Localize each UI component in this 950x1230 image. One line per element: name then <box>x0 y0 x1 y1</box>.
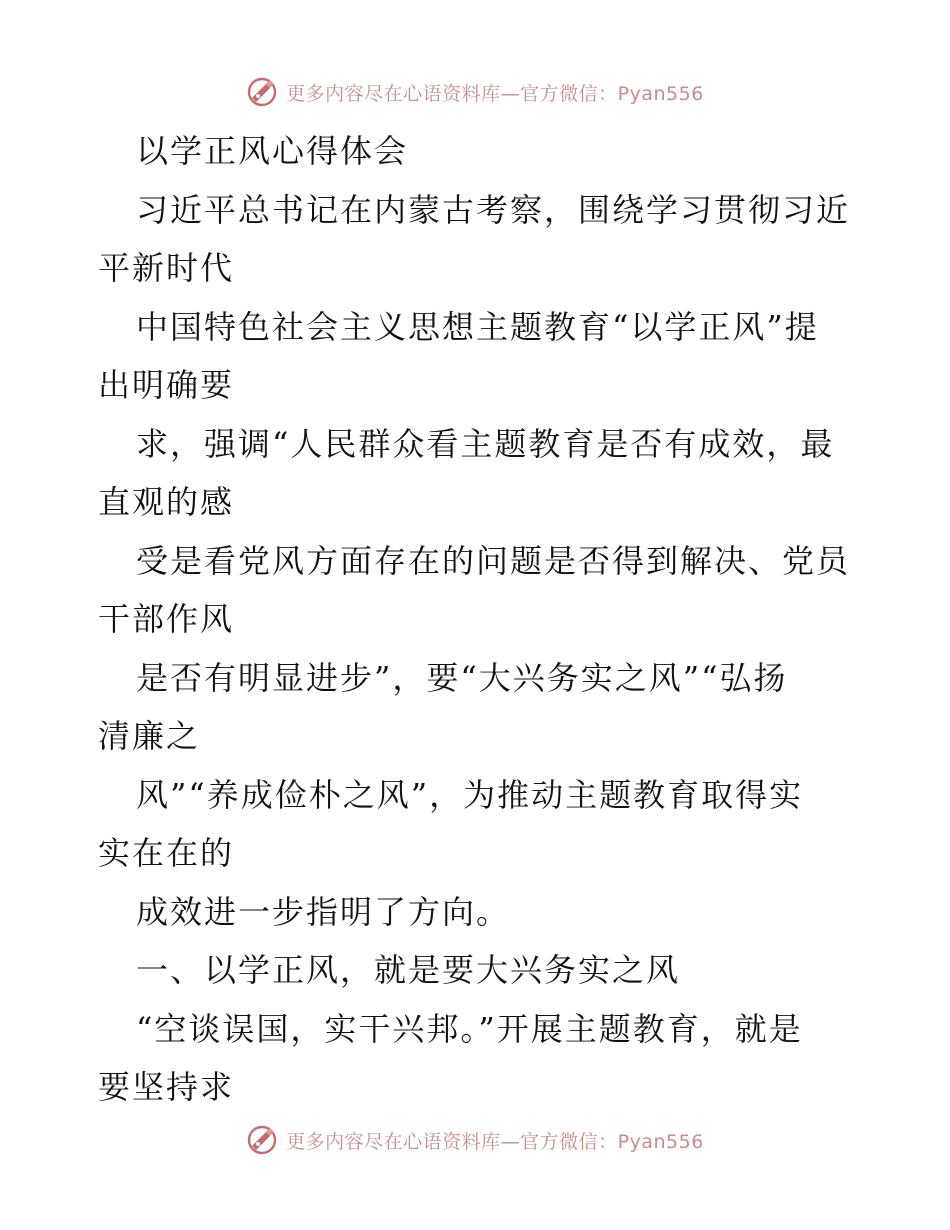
text-line: 习近平总书记在内蒙古考察，围绕学习贯彻习近 <box>136 190 851 229</box>
header-watermark <box>0 72 950 112</box>
watermark-text: 更多内容尽在心语资料库—官方微信：Pyan556 <box>286 82 704 105</box>
pen-logo-icon <box>246 1124 278 1156</box>
text-line: 成效进一步指明了方向。 <box>136 892 511 931</box>
text-line: 受是看党风方面存在的问题是否得到解决、党员 <box>136 541 851 580</box>
text-line: 实在在的 <box>98 834 235 872</box>
watermark-text: 更多内容尽在心语资料库—官方微信：Pyan556 <box>286 1130 704 1153</box>
text-line: 风”“养成俭朴之风”，为推动主题教育取得实 <box>136 775 804 814</box>
text-line: 要坚持求 <box>98 1068 235 1106</box>
document-body <box>98 122 858 1117</box>
text-line: 中国特色社会主义思想主题教育“以学正风”提 <box>136 307 819 346</box>
footer-watermark <box>0 1120 950 1160</box>
text-line: 出明确要 <box>98 366 235 404</box>
document-title: 以学正风心得体会 <box>136 132 409 170</box>
text-line: 干部作风 <box>98 600 235 638</box>
text-line: 平新时代 <box>98 249 235 287</box>
text-line: 求，强调“人民群众看主题教育是否有成效，最 <box>136 424 835 463</box>
pen-logo-icon <box>246 76 278 108</box>
text-line: 直观的感 <box>98 483 235 521</box>
text-line: 是否有明显进步”，要“大兴务实之风”“弘扬 <box>136 658 788 697</box>
text-line: 一、以学正风，就是要大兴务实之风 <box>136 951 681 989</box>
text-line: “空谈误国，实干兴邦。”开展主题教育，就是 <box>136 1009 803 1048</box>
text-line: 清廉之 <box>98 717 201 755</box>
